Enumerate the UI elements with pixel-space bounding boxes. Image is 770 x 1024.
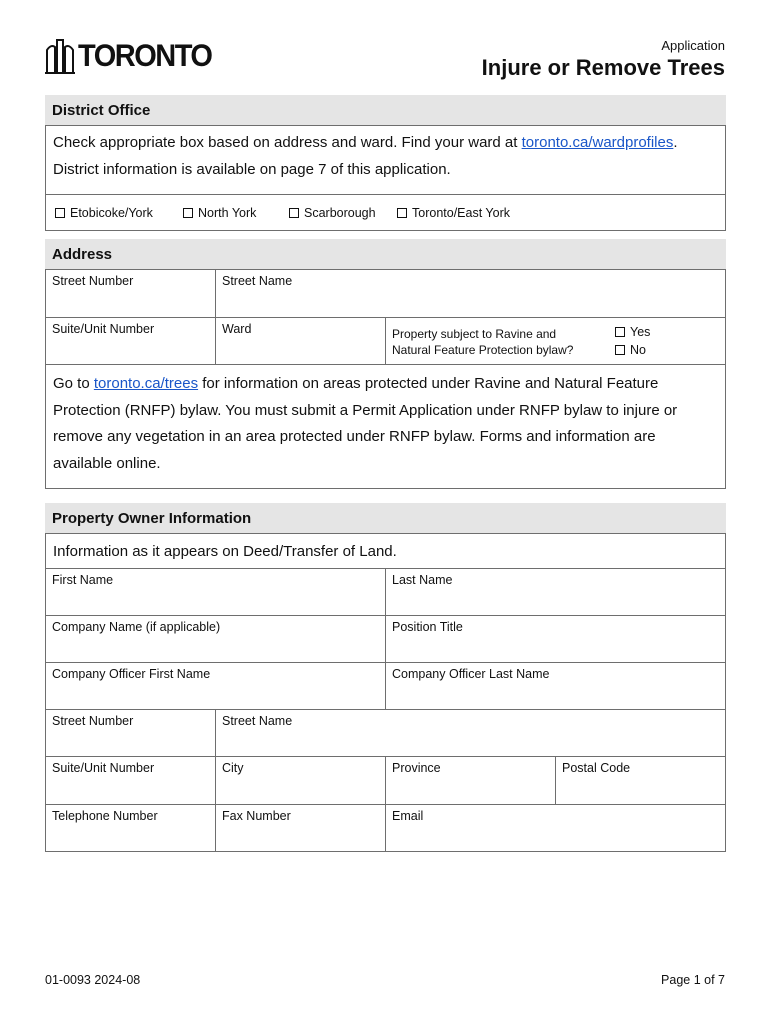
field-label: Street Number [52, 274, 134, 288]
field-label: Fax Number [222, 809, 291, 823]
address-suite-field[interactable] [45, 317, 216, 365]
field-label: City [222, 761, 244, 775]
field-label: Suite/Unit Number [52, 761, 155, 775]
owner-street-number-field[interactable] [45, 709, 216, 757]
ravine-question-line-1: Property subject to Ravine and [392, 327, 557, 341]
ward-profiles-link[interactable]: toronto.ca/wardprofiles [521, 134, 674, 151]
rnfp-info-body: for information on areas protected under Ravine and Natural Feature Protection (RNFP) bylaw. You must submit a Permit Application under RNFP bylaw to injure or remove any vegetation in an area protected under RNFP bylaw. Forms and information are available online. [53, 375, 678, 472]
field-label: Last Name [392, 573, 453, 587]
toronto-logo [45, 36, 211, 76]
field-label: Company Name (if applicable) [52, 620, 221, 634]
option-scarborough[interactable] [289, 206, 376, 220]
owner-city-field[interactable] [215, 756, 386, 805]
address-street-name-field[interactable] [215, 269, 726, 318]
checkbox-icon[interactable] [615, 327, 625, 337]
owner-street-name-field[interactable] [215, 709, 726, 757]
address-ward-field[interactable] [215, 317, 386, 365]
district-line-1 [53, 130, 718, 157]
company-name-field[interactable] [45, 615, 386, 663]
ravine-yes-option[interactable] [615, 325, 650, 339]
position-title-field[interactable] [385, 615, 726, 663]
option-label: Etobicoke/York [70, 206, 153, 220]
field-label: Suite/Unit Number [52, 322, 155, 336]
field-label: First Name [52, 573, 114, 587]
owner-telephone-field[interactable] [45, 804, 216, 852]
district-options-row [45, 194, 726, 231]
option-toronto-east-york[interactable] [397, 206, 510, 220]
document-type: Application [661, 38, 725, 53]
checkbox-icon[interactable] [397, 208, 407, 218]
officer-first-name-field[interactable] [45, 662, 386, 710]
option-label: No [630, 343, 646, 357]
trees-link[interactable]: toronto.ca/trees [93, 375, 199, 392]
owner-province-field[interactable] [385, 756, 556, 805]
checkbox-icon[interactable] [289, 208, 299, 218]
owner-suite-field[interactable] [45, 756, 216, 805]
field-label: Street Name [222, 714, 293, 728]
field-label: Email [392, 809, 424, 823]
field-label: Company Officer Last Name [392, 667, 550, 681]
ravine-question-text [392, 327, 573, 358]
owner-email-field[interactable] [385, 804, 726, 852]
option-etobicoke-york[interactable] [55, 206, 153, 220]
field-label: Telephone Number [52, 809, 158, 823]
logo-wordmark: TORONTO [78, 37, 212, 74]
rnfp-info-pre: Go to [53, 375, 94, 392]
rnfp-info-box [45, 364, 726, 489]
address-street-number-field[interactable] [45, 269, 216, 318]
option-north-york[interactable] [183, 206, 256, 220]
district-line-2: District information is available on page 7 of this application. [53, 160, 451, 178]
owner-heading: Property Owner Information [45, 503, 726, 533]
page-title: Injure or Remove Trees [481, 55, 725, 80]
checkbox-icon[interactable] [615, 345, 625, 355]
owner-last-name-field[interactable] [385, 568, 726, 616]
district-office-heading: District Office [45, 95, 726, 125]
rnfp-info-text [46, 365, 725, 477]
field-label: Company Officer First Name [52, 667, 211, 681]
ravine-question-line-2: Natural Feature Protection bylaw? [392, 342, 574, 357]
field-label: Province [392, 761, 441, 775]
district-info-box [45, 125, 726, 195]
owner-first-name-field[interactable] [45, 568, 386, 616]
district-instructions [46, 126, 725, 183]
field-label: Position Title [392, 620, 463, 634]
city-hall-logo-icon [45, 38, 75, 74]
option-label: North York [198, 206, 257, 220]
owner-fax-field[interactable] [215, 804, 386, 852]
option-label: Toronto/East York [412, 206, 510, 220]
option-label: Yes [630, 325, 651, 339]
field-label: Street Name [222, 274, 293, 288]
officer-last-name-field[interactable] [385, 662, 726, 710]
ravine-bylaw-question [385, 317, 726, 365]
owner-postal-code-field[interactable] [555, 756, 726, 805]
owner-intro-text: Information as it appears on Deed/Transfer of Land. [53, 543, 397, 560]
field-label: Street Number [52, 714, 134, 728]
field-label: Ward [222, 322, 252, 336]
option-label: Scarborough [304, 206, 376, 220]
address-heading: Address [45, 239, 726, 269]
checkbox-icon[interactable] [55, 208, 65, 218]
page-number: Page 1 of 7 [661, 973, 725, 987]
ravine-no-option[interactable] [615, 343, 646, 357]
form-code: 01-0093 2024-08 [45, 973, 141, 987]
owner-intro-box [45, 533, 726, 569]
field-label: Postal Code [562, 761, 631, 775]
district-line-1-end: . [673, 134, 678, 151]
district-line-1-text: Check appropriate box based on address and ward. Find your ward at [53, 134, 522, 151]
checkbox-icon[interactable] [183, 208, 193, 218]
